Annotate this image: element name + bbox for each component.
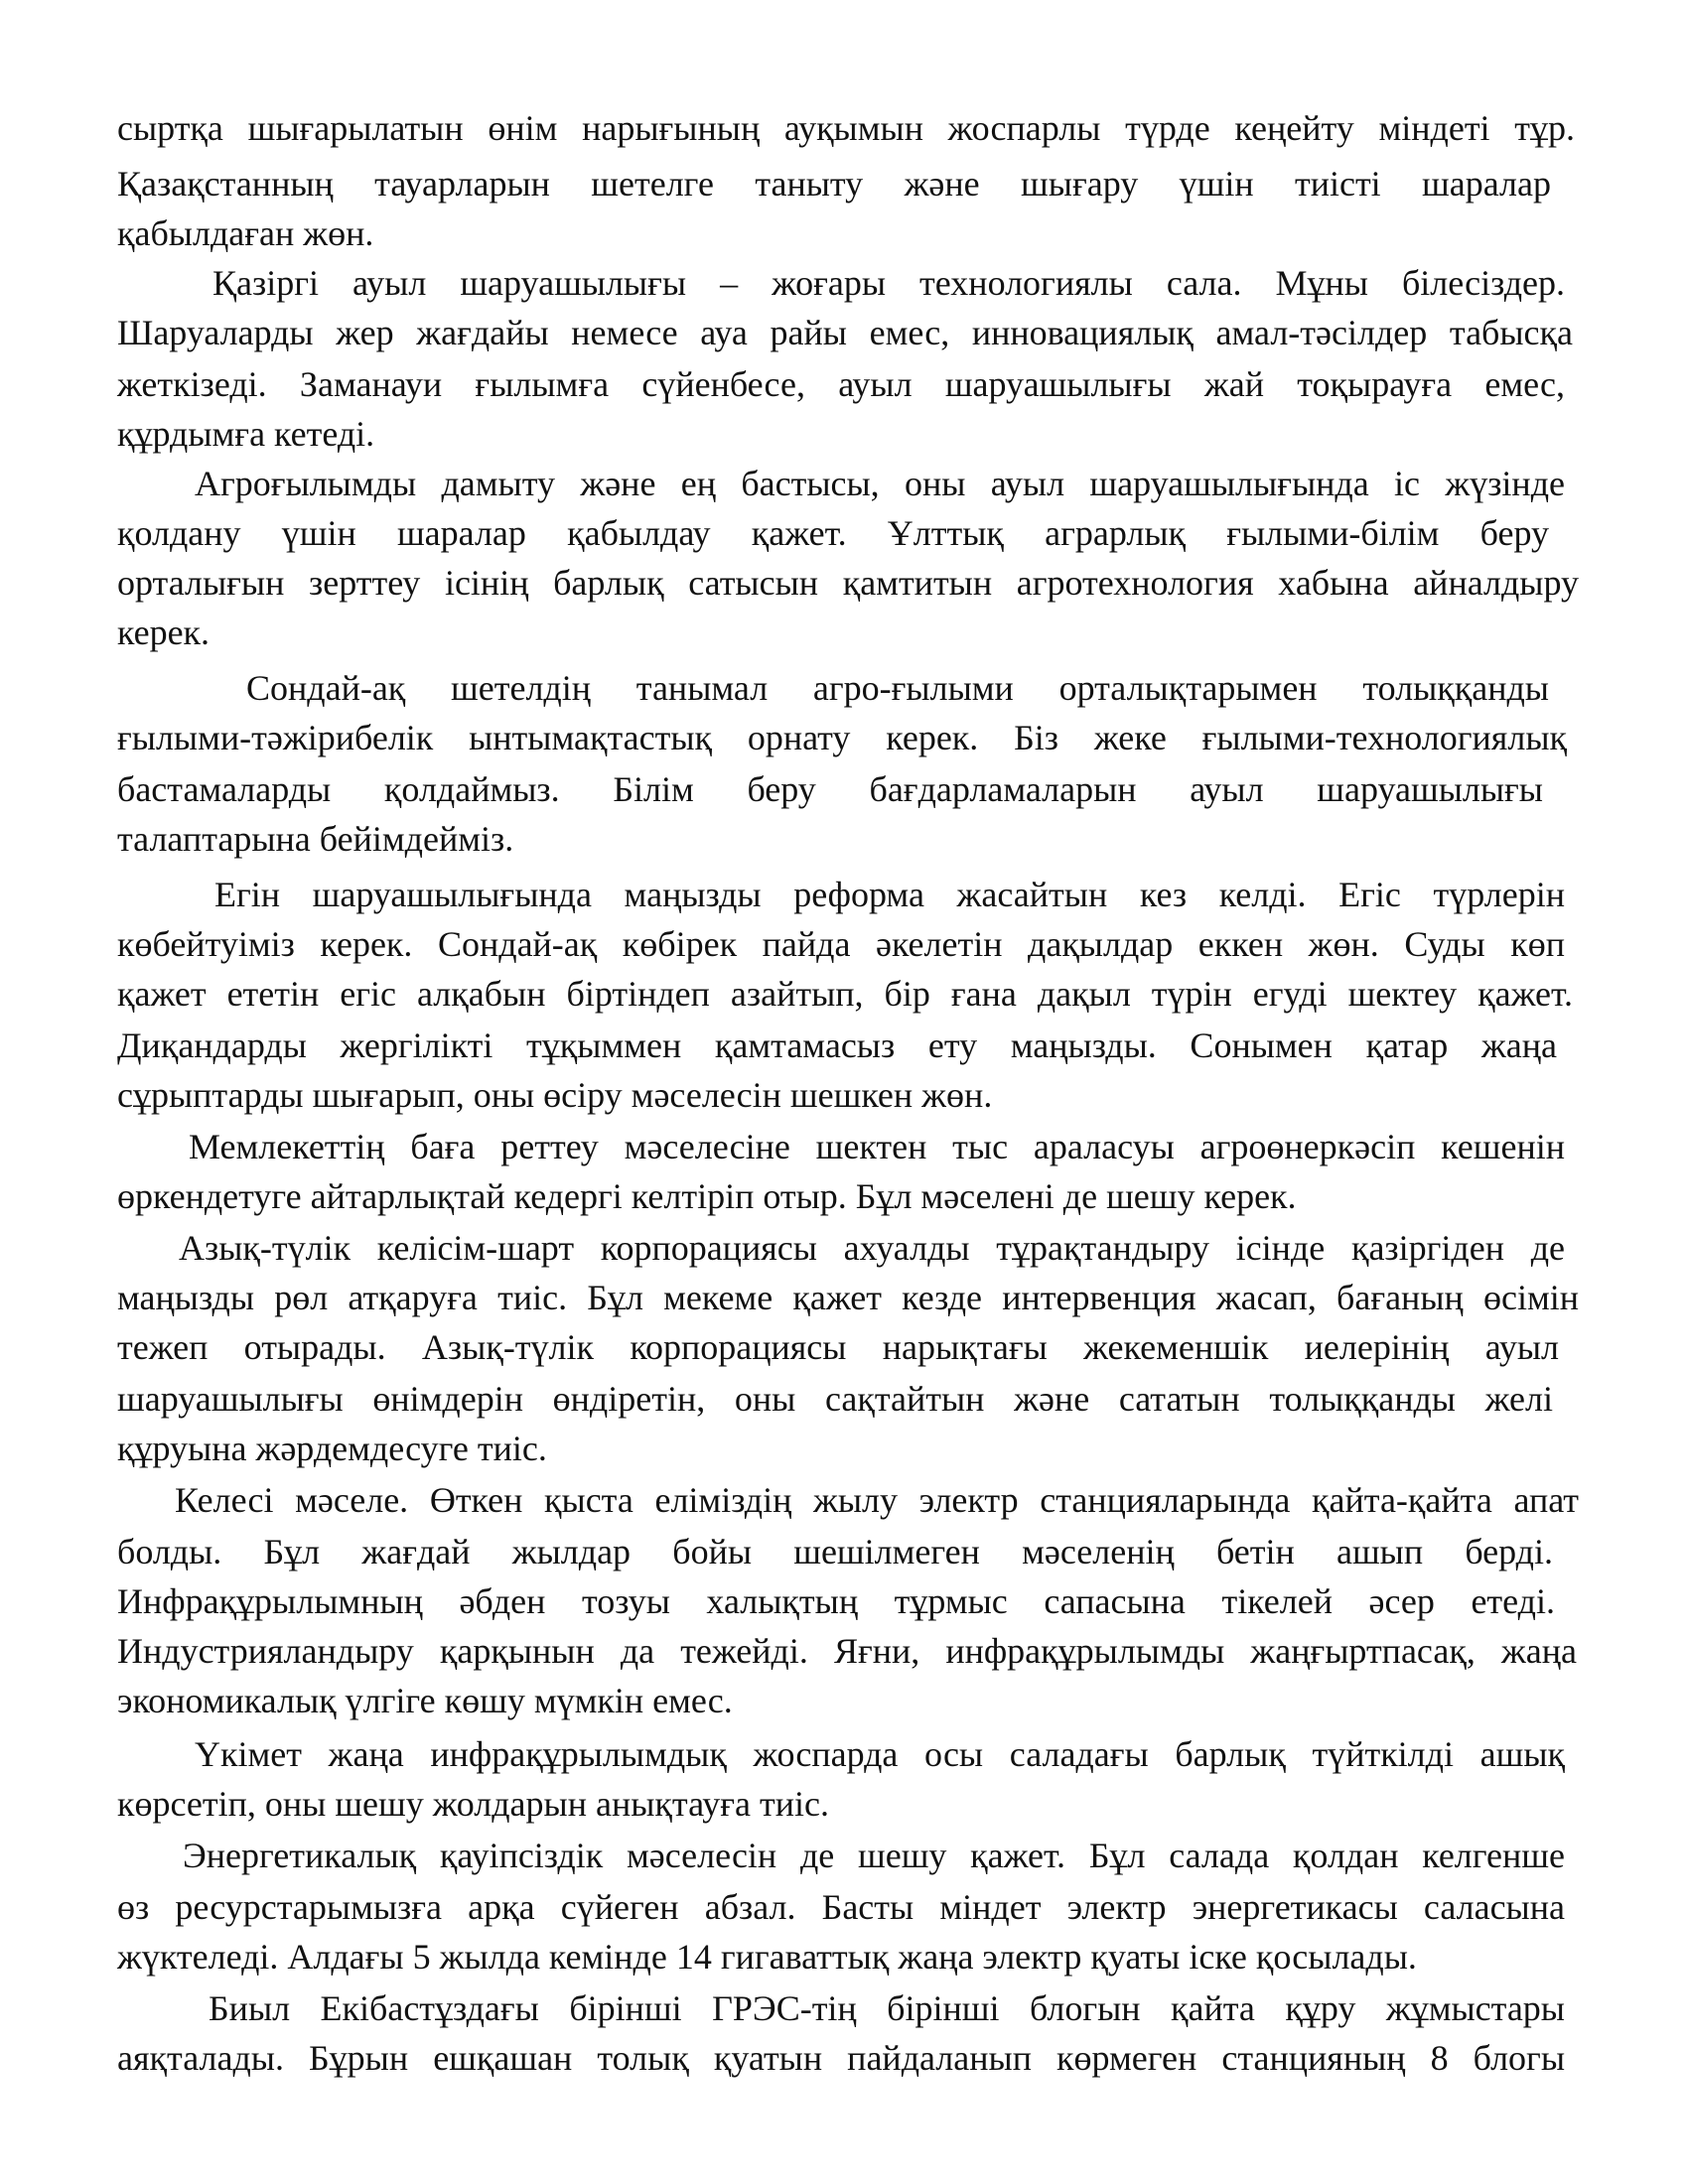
text-line: қолдану үшін шаралар қабылдау қажет. Ұлттық аграрлық ғылыми-білім беру	[117, 513, 1549, 553]
text-line: құрдымға кетеді.	[117, 414, 375, 454]
text-line: жеткізеді. Заманауи ғылымға сүйенбесе, ауыл шаруашылығы жай тоқырауға емес,	[117, 364, 1565, 404]
text-line: көрсетіп, оны шешу жолдарын анықтауға тиіс.	[117, 1784, 829, 1824]
text-line: аяқталады. Бұрын ешқашан толық қуатын пайдаланып көрмеген станцияның 8 блогы	[117, 2038, 1565, 2078]
text-line: Биыл Екібастұздағы бірінші ГРЭС-тің бірінші блогын қайта құру жұмыстары	[209, 1988, 1565, 2028]
text-line: керек.	[117, 613, 211, 652]
text-line: Қазіргі ауыл шаруашылығы – жоғары технологиялы сала. Мұны білесіздер.	[212, 263, 1565, 303]
text-line: Қазақстанның тауарларын шетелге таныту және шығару үшін тиісті шаралар	[117, 164, 1551, 204]
text-line: Азық-түлік келісім-шарт корпорациясы ахуалды тұрақтандыру ісінде қазіргіден де	[179, 1228, 1565, 1268]
text-line: Индустрияландыру қарқынын да тежейді. Яғни, инфрақұрылымды жаңғыртпасақ, жаңа	[117, 1631, 1577, 1671]
text-line: маңызды рөл атқаруға тиіс. Бұл мекеме қажет кезде интервенция жасап, бағаның өсімін	[117, 1278, 1579, 1317]
text-line: тежеп отырады. Азық-түлік корпорациясы нарықтағы жекеменшік иелерінің ауыл	[117, 1327, 1559, 1367]
text-line: Сондай-ақ шетелдің танымал агро-ғылыми орталықтарымен толыққанды	[246, 668, 1549, 708]
text-line: өз ресурстарымызға арқа сүйеген абзал. Басты міндет электр энергетикасы саласына	[117, 1887, 1565, 1927]
text-line: Энергетикалық қауіпсіздік мәселесін де шешу қажет. Бұл салада қолдан келгенше	[183, 1836, 1565, 1875]
text-line: Мемлекеттің баға реттеу мәселесіне шектен тыс араласуы агроөнеркәсіп кешенін	[189, 1127, 1565, 1166]
text-line: ғылыми-тәжірибелік ынтымақтастық орнату керек. Біз жеке ғылыми-технологиялық	[117, 718, 1567, 757]
text-line: Келесі мәселе. Өткен қыста еліміздің жылу электр станцияларында қайта-қайта апат	[175, 1480, 1579, 1520]
text-line: жүктеледі. Алдағы 5 жылда кемінде 14 гигаваттық жаңа электр қуаты іске қосылады.	[117, 1937, 1417, 1977]
text-line: Шаруаларды жер жағдайы немесе ауа райы емес, инновациялық амал-тәсілдер табысқа	[117, 313, 1573, 352]
text-line: өркендетуге айтарлықтай кедергі келтіріп отыр. Бұл мәселені де шешу керек.	[117, 1176, 1297, 1216]
text-line: экономикалық үлгіге көшу мүмкін емес.	[117, 1681, 733, 1720]
text-line: талаптарына бейімдейміз.	[117, 819, 514, 859]
text-line: Инфрақұрылымның әбден тозуы халықтың тұрмыс сапасына тікелей әсер етеді.	[117, 1581, 1555, 1621]
text-line: сыртқа шығарылатын өнім нарығының ауқымын жоспарлы түрде кеңейту міндеті тұр.	[117, 108, 1575, 148]
text-line: құруына жәрдемдесуге тиіс.	[117, 1429, 547, 1468]
text-line: қажет ететін егіс алқабын біртіндеп азайтып, бір ғана дақыл түрін егуді шектеу қажет.	[117, 974, 1573, 1014]
text-line: шаруашылығы өнімдерін өндіретін, оны сақтайтын және сататын толыққанды желі	[117, 1379, 1553, 1419]
text-line: Егін шаруашылығында маңызды реформа жасайтын кез келді. Егіс түрлерін	[214, 875, 1565, 914]
text-line: Үкімет жаңа инфрақұрылымдық жоспарда осы саладағы барлық түйткілді ашық	[195, 1734, 1565, 1774]
text-line: болды. Бұл жағдай жылдар бойы шешілмеген мәселенің бетін ашып берді.	[117, 1532, 1553, 1571]
text-line: Диқандарды жергілікті тұқыммен қамтамасыз ету маңызды. Сонымен қатар жаңа	[117, 1025, 1557, 1065]
text-line: орталығын зерттеу ісінің барлық сатысын қамтитын агротехнология хабына айналдыру	[117, 563, 1579, 603]
text-line: сұрыптарды шығарып, оны өсіру мәселесін шешкен жөн.	[117, 1075, 993, 1115]
text-line: қабылдаған жөн.	[117, 213, 374, 253]
text-line: Агроғылымды дамыту және ең бастысы, оны ауыл шаруашылығында іс жүзінде	[195, 464, 1565, 503]
text-line: көбейтуіміз керек. Сондай-ақ көбірек пайда әкелетін дақылдар еккен жөн. Суды көп	[117, 924, 1565, 964]
text-line: бастамаларды қолдаймыз. Білім беру бағдарламаларын ауыл шаруашылығы	[117, 769, 1543, 809]
